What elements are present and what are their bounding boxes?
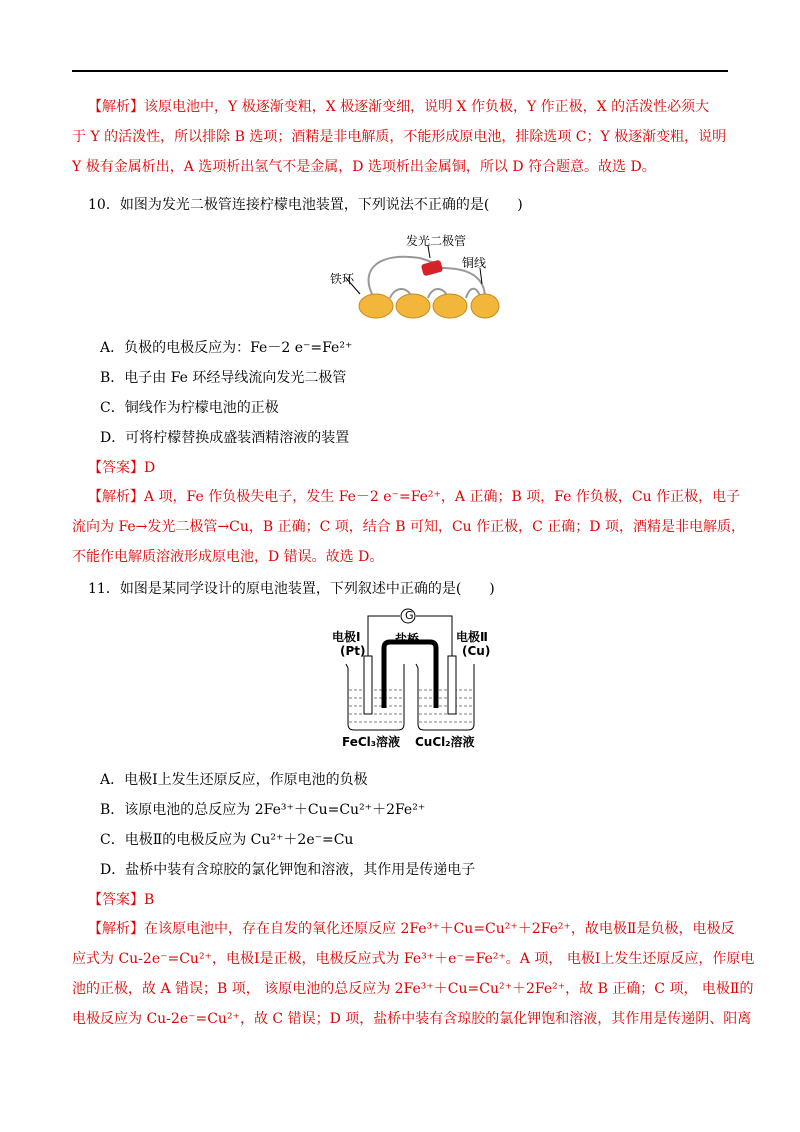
label-copper-wire: 铜线 [462,256,487,270]
explanation-line: 在该原电池中，存在自发的氧化还原反应 2Fe³⁺＋Cu=Cu²⁺＋2Fe²⁺，故电极Ⅱ是负极，电极反 [144,921,735,937]
option-a: A．负极的电极反应为：Fe－2 e⁻=Fe²⁺ [100,340,353,356]
label-cucl2: CuCl₂溶液 [415,735,475,749]
label-led: 发光二极管 [406,234,467,248]
explanation-line: 应式为 Cu-2e⁻=Cu²⁺，电极Ⅰ是正极，电极反应式为 Fe³⁺＋e⁻=Fe²⁺。A 项， 电极Ⅰ上发生还原反应，作原电 [72,951,755,967]
galvanic-cell-figure [328,604,478,750]
explanation-tag: 【解析】 [88,489,144,505]
label-electrode-2: 电极Ⅱ [456,630,488,644]
explanation-line: 于 Y 的活泼性，所以排除 B 选项；酒精是非电解质，不能形成原电池，排除选项 C；Y 极逐渐变粗，说明 [72,129,727,145]
explanation-line: Y 极有金属析出，A 选项析出氢气不是金属，D 选项析出金属铜，所以 D 符合题意。故选 D。 [72,159,656,175]
label-salt-bridge: 盐桥 [395,632,420,646]
question-11-stem: 11．如图是某同学设计的原电池装置，下列叙述中正确的是( ) [88,581,495,597]
option-b: B．电子由 Fe 环经导线流向发光二极管 [100,370,347,386]
led [421,260,443,277]
label-electrode-2-material: (Cu) [462,644,491,658]
option-d: D．盐桥中装有含琼胶的氯化钾饱和溶液，其作用是传递电子 [100,862,476,878]
label-iron-ring: 铁环 [330,272,355,286]
option-d: D．可将柠檬替换成盛装酒精溶液的装置 [100,430,350,446]
label-fecl3: FeCl₃溶液 [342,735,401,749]
option-a: A．电极Ⅰ上发生还原反应，作原电池的负极 [100,772,368,788]
answer-10: 【答案】D [88,460,156,476]
option-c: C．电极Ⅱ的电极反应为 Cu²⁺＋2e⁻=Cu [100,832,354,848]
explanation-line: 该原电池中，Y 极逐渐变粗，X 极逐渐变细，说明 X 作负极，Y 作正极，X 的活泼性必须大 [144,99,710,115]
explanation-q9 [72,92,728,182]
header-rule [72,70,728,72]
label-electrode-1-material: (Pt) [340,644,366,658]
explanation-q10 [72,482,745,572]
option-c: C．铜线作为柠檬电池的正极 [100,400,279,416]
electrode-pt [364,656,372,714]
electrode-cu [448,656,456,714]
explanation-line: 不能作电解质溶液形成原电池，D 错误。故选 D。 [72,549,384,565]
explanation-line: 流向为 Fe→发光二极管→Cu，B 正确；C 项，结合 B 可知，Cu 作正极，C 正确；D 项，酒精是非电解质， [72,519,745,535]
explanation-q11 [72,914,755,1034]
option-b: B．该原电池的总反应为 2Fe³⁺＋Cu=Cu²⁺＋2Fe²⁺ [100,802,426,818]
explanation-line: 电极反应为 Cu-2e⁻=Cu²⁺，故 C 错误；D 项，盐桥中装有含琼胶的氯化钾饱和溶液，其作用是传递阴、阳离 [72,1011,752,1027]
question-10-stem: 10．如图为发光二极管连接柠檬电池装置，下列说法不正确的是( ) [88,197,523,213]
explanation-line: A 项，Fe 作负极失电子，发生 Fe－2 e⁻=Fe²⁺，A 正确；B 项，Fe 作负极，Cu 作正极，电子 [144,489,741,505]
explanation-tag: 【解析】 [88,921,144,937]
answer-11: 【答案】B [88,892,155,908]
beaker-right [416,664,474,730]
explanation-line: 池的正极，故 A 错误；B 项， 该原电池的总反应为 2Fe³⁺＋Cu=Cu²⁺＋2Fe²⁺，故 B 正确；C 项， 电极Ⅱ的 [72,981,754,997]
label-electrode-1: 电极Ⅰ [332,630,361,644]
label-galvanometer: G [405,609,414,622]
explanation-tag: 【解析】 [88,99,144,115]
beaker-left [346,664,404,730]
